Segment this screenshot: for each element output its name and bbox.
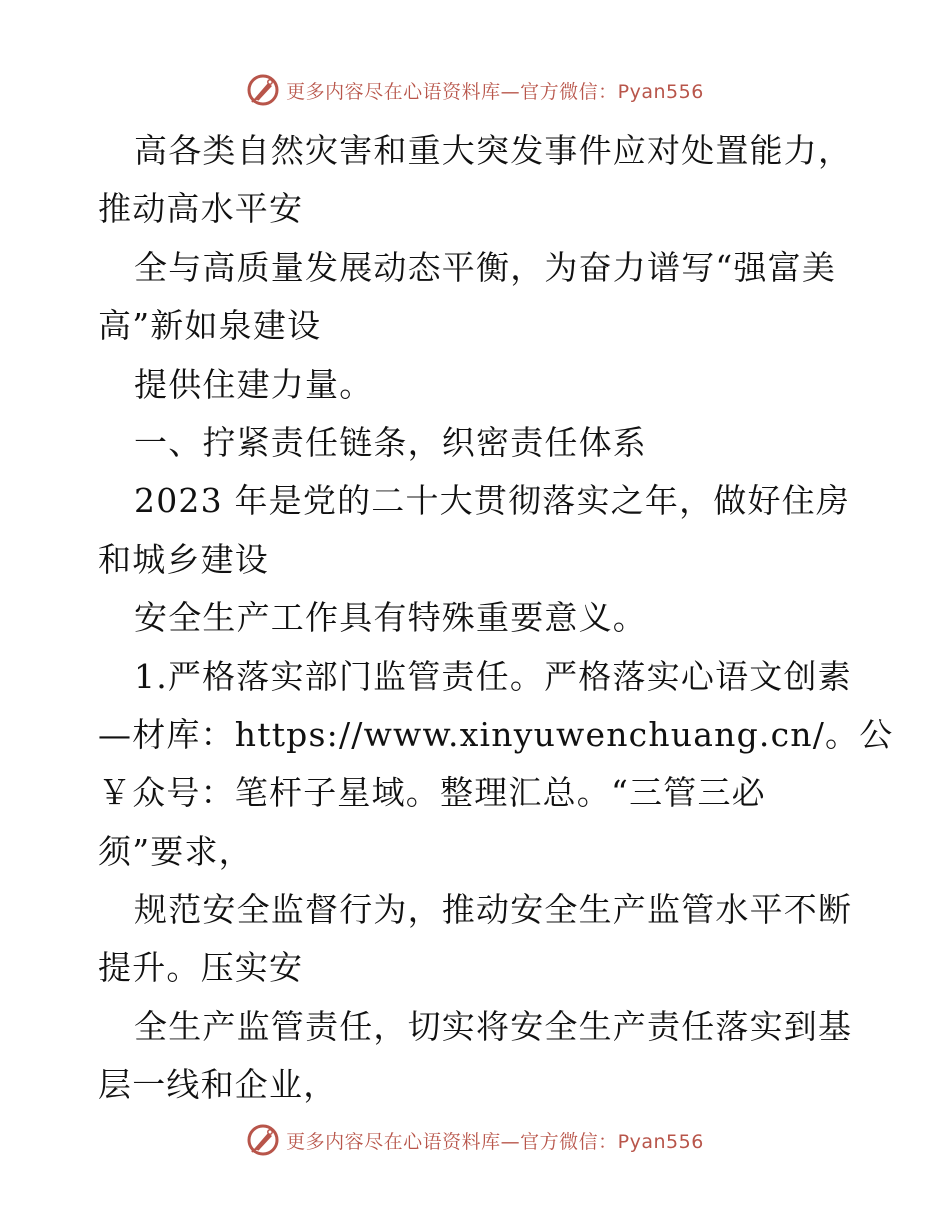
header-watermark-text: 更多内容尽在心语资料库—官方微信：Pyan556 xyxy=(286,80,704,103)
footer-watermark xyxy=(0,1120,950,1160)
body-text-line: 和城乡建设 xyxy=(98,539,269,579)
body-text-line: 全生产监管责任，切实将安全生产责任落实到基 xyxy=(134,1006,853,1046)
body-text-line: 须”要求， xyxy=(98,831,253,871)
body-text-line: 一、拧紧责任链条，织密责任体系 xyxy=(134,422,647,462)
quill-seal-icon xyxy=(246,73,280,107)
document-body xyxy=(98,122,894,1115)
body-text-line: 规范安全监督行为，推动安全生产监管水平不断 xyxy=(134,890,853,930)
body-text-line: 安全生产工作具有特殊重要意义。 xyxy=(134,598,647,638)
body-text-line: 1.严格落实部门监管责任。严格落实心语文创素 xyxy=(134,656,852,696)
body-text-line: 高”新如泉建设 xyxy=(98,306,322,346)
footer-watermark-text: 更多内容尽在心语资料库—官方微信：Pyan556 xyxy=(286,1130,704,1153)
body-text-line: ￥众号：笔杆子星域。整理汇总。“三管三必 xyxy=(98,773,766,813)
body-text-line: —材库：https://www.xinyuwenchuang.cn/。公 xyxy=(98,714,894,754)
quill-seal-icon xyxy=(246,1123,280,1157)
body-text-line: 提供住建力量。 xyxy=(134,364,374,404)
body-text-line: 提升。压实安 xyxy=(98,948,304,988)
body-text-line: 层一线和企业， xyxy=(98,1065,338,1105)
header-watermark xyxy=(0,70,950,110)
body-text-line: 高各类自然灾害和重大突发事件应对处置能力， xyxy=(134,131,853,170)
body-text-line: 全与高质量发展动态平衡，为奋力谱写“强富美 xyxy=(134,247,837,287)
body-text-line: 推动高水平安 xyxy=(98,189,304,229)
body-text-line: 2023 年是党的二十大贯彻落实之年，做好住房 xyxy=(134,481,851,521)
